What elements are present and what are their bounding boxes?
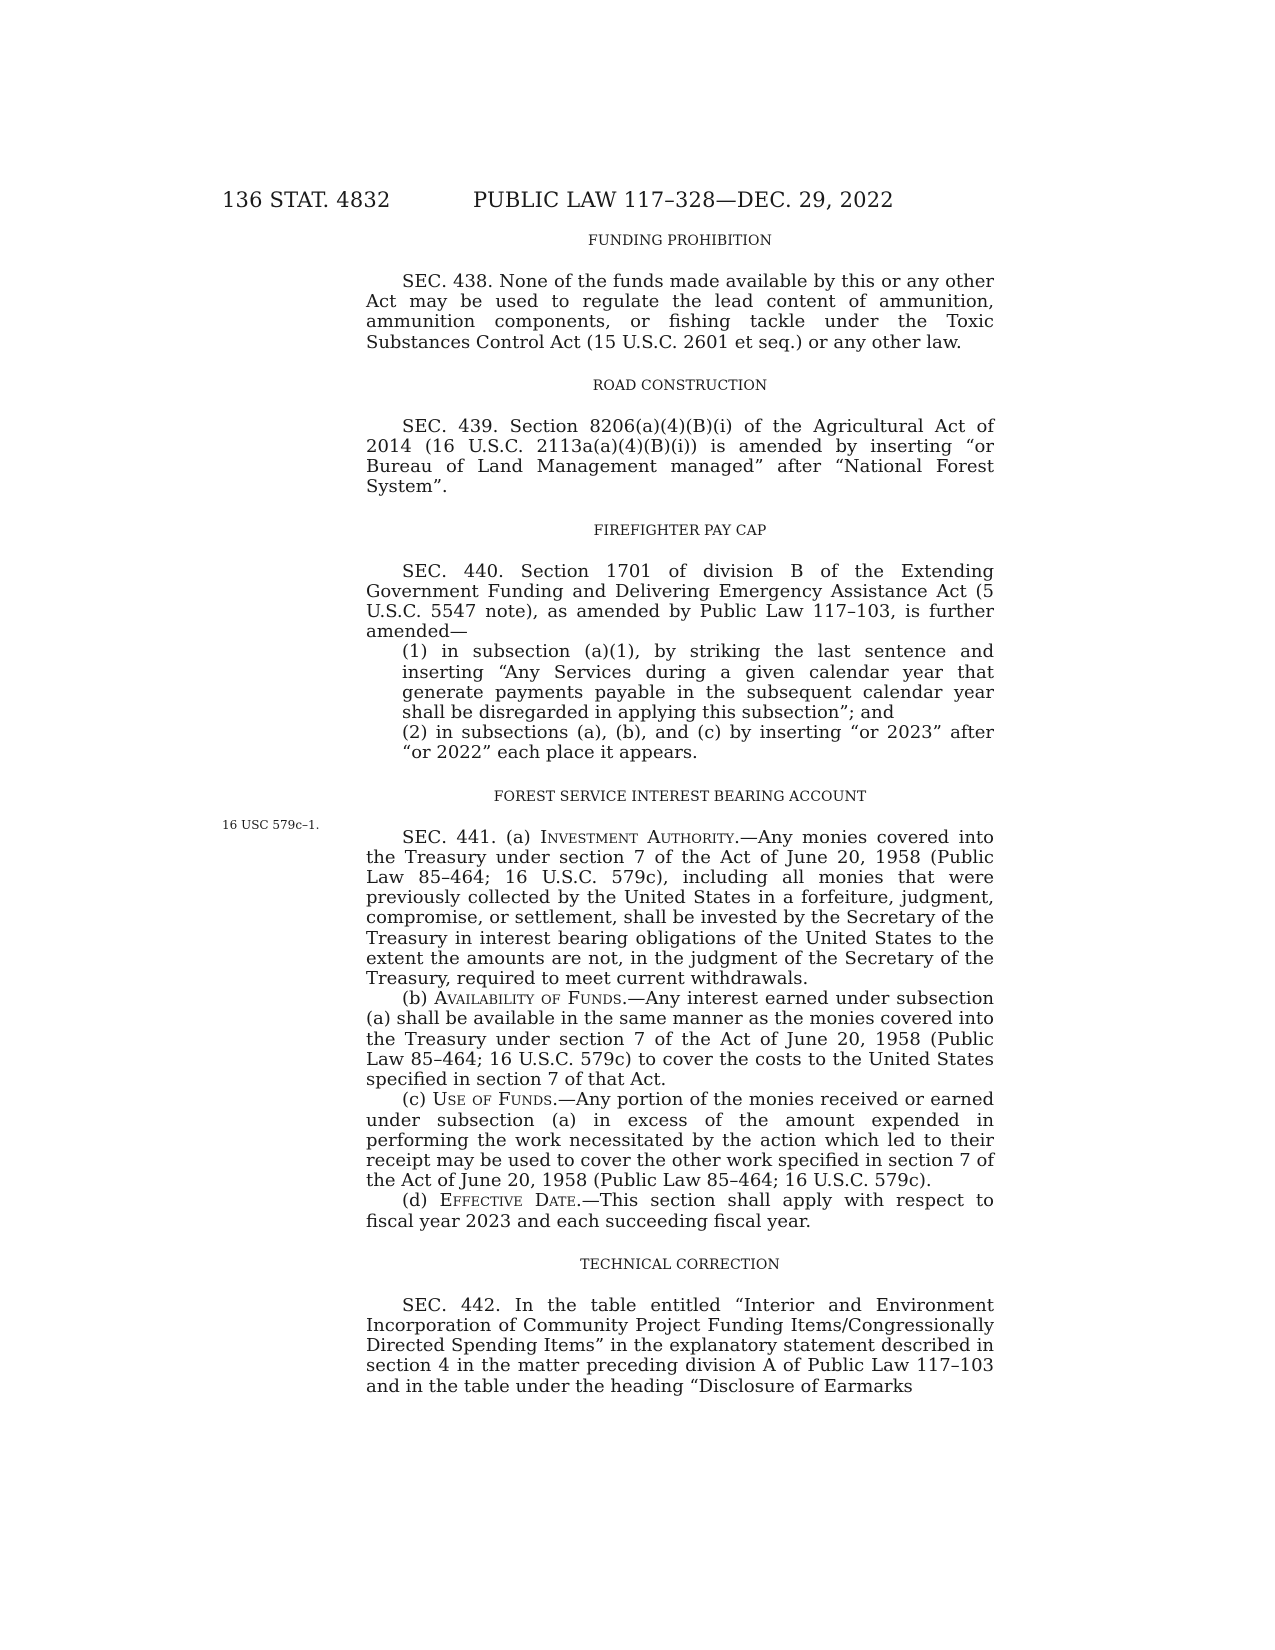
section-heading: TECHNICAL CORRECTION xyxy=(580,1256,780,1273)
sec-label: SEC xyxy=(402,1294,442,1316)
section-body: . 442. In the table entitled “Interior and Environment Incorporation of Community Project Funding Items/Congressionally Directed Spending Items” in the explanatory statement described in section 4 in the matter preceding division A of Public Law 117–103 and in the table under the heading “Disclosure of Earmarks xyxy=(366,1294,994,1397)
section-body: . 438. None of the funds made available by this or any other Act may be used to regulate the lead content of ammunition, ammunition components, or fishing tackle under the Toxic Substances Control Act (15 U.S.C. 2601 et seq.) or any other law. xyxy=(366,271,994,353)
section-439 xyxy=(366,375,994,498)
section-body: . 439. Section 8206(a)(4)(B)(i) of the Agricultural Act of 2014 (16 U.S.C. 2113a(a)(4)(B)(i)) is amended by inserting “or Bureau of Land Management managed” after “National Forest System”. xyxy=(366,415,994,498)
section-body: . 440. Section 1701 of division B of the Extending Government Funding and Delivering Emergency Assistance Act (5 U.S.C. 5547 note), as amended by Public Law 117–103, is further amended— xyxy=(366,560,994,643)
subsection-prefix: (b) xyxy=(402,988,435,1010)
subsection-body: .—Any monies covered into the Treasury under section 7 of the Act of June 20, 1958 (Public Law 85–464; 16 U.S.C. 579c), including all monies that were previously collected by the United States in a forfeiture, judgment, compromise, or settlement, shall be invested by the Secretary of the Treasury in interest bearing obligations of the United States to the extent the amounts are not, in the judgment of the Secretary of the Treasury, required to meet current withdrawals. xyxy=(366,826,994,990)
section-heading: FIREFIGHTER PAY CAP xyxy=(593,522,767,539)
subsection-prefix: . 441. (a) xyxy=(441,826,541,848)
statute-page-number: 136 STAT. 4832 xyxy=(222,188,391,212)
public-law-title: PUBLIC LAW 117–328—DEC. 29, 2022 xyxy=(473,188,894,212)
subsection-title: Effective Date xyxy=(439,1190,576,1212)
section-438 xyxy=(366,230,994,353)
subsection-title: Use of Funds xyxy=(432,1089,553,1111)
subsection-c xyxy=(366,1090,994,1191)
subsection-body: .—This section shall apply with respect to fiscal year 2023 and each succeeding fiscal year. xyxy=(366,1190,995,1232)
sec-label: SEC xyxy=(402,271,442,292)
section-text xyxy=(366,562,994,643)
sec-label: SEC xyxy=(402,826,442,848)
sec-label: SEC xyxy=(402,415,442,437)
subsection-body: .—Any interest earned under subsection (a) shall be available in the same manner as the monies covered into the Treasury under section 7 of the Act of June 20, 1958 (Public Law 85–464; 16 U.S.C. 579c) to cover the costs to the United States specified in section 7 of that Act. xyxy=(366,988,994,1091)
section-heading: FUNDING PROHIBITION xyxy=(588,233,772,249)
section-441 xyxy=(366,786,994,1232)
subsection-body: .—Any portion of the monies received or earned under subsection (a) in excess of the amount expended in performing the work necessitated by the action which led to their receipt may be used to cover the other work specified in section 7 of the Act of June 20, 1958 (Public Law 85–464; 16 U.S.C. 579c). xyxy=(366,1089,995,1192)
running-header xyxy=(222,188,894,220)
paragraph-item-1 xyxy=(366,642,994,723)
section-440 xyxy=(366,520,994,764)
item-text: (1) in subsection (a)(1), by striking the last sentence and inserting “Any Services during a given calendar year that generate payments payable in the subsequent calendar year shall be disregarded in applying this subsection”; and xyxy=(402,641,994,724)
margin-citation: 16 USC 579c–1. xyxy=(222,818,320,832)
item-text: (2) in subsections (a), (b), and (c) by inserting “or 2023” after “or 2022” each place it appears. xyxy=(402,722,994,764)
subsection-d xyxy=(366,1191,994,1231)
document-body xyxy=(366,230,994,1419)
subsection-b xyxy=(366,989,994,1090)
paragraph-item-2 xyxy=(366,723,994,763)
section-heading: FOREST SERVICE INTEREST BEARING ACCOUNT xyxy=(493,788,867,805)
subsection-prefix: (d) xyxy=(402,1190,440,1212)
section-heading: ROAD CONSTRUCTION xyxy=(592,377,768,394)
section-text xyxy=(366,272,994,353)
section-442 xyxy=(366,1254,994,1397)
subsection-title: Investment Authority xyxy=(540,826,735,848)
section-text xyxy=(366,1296,994,1397)
section-text xyxy=(366,417,994,498)
sec-label: SEC xyxy=(402,560,442,582)
subsection-prefix: (c) xyxy=(402,1089,433,1111)
subsection-a xyxy=(366,828,994,990)
subsection-title: Availability of Funds xyxy=(434,988,622,1010)
